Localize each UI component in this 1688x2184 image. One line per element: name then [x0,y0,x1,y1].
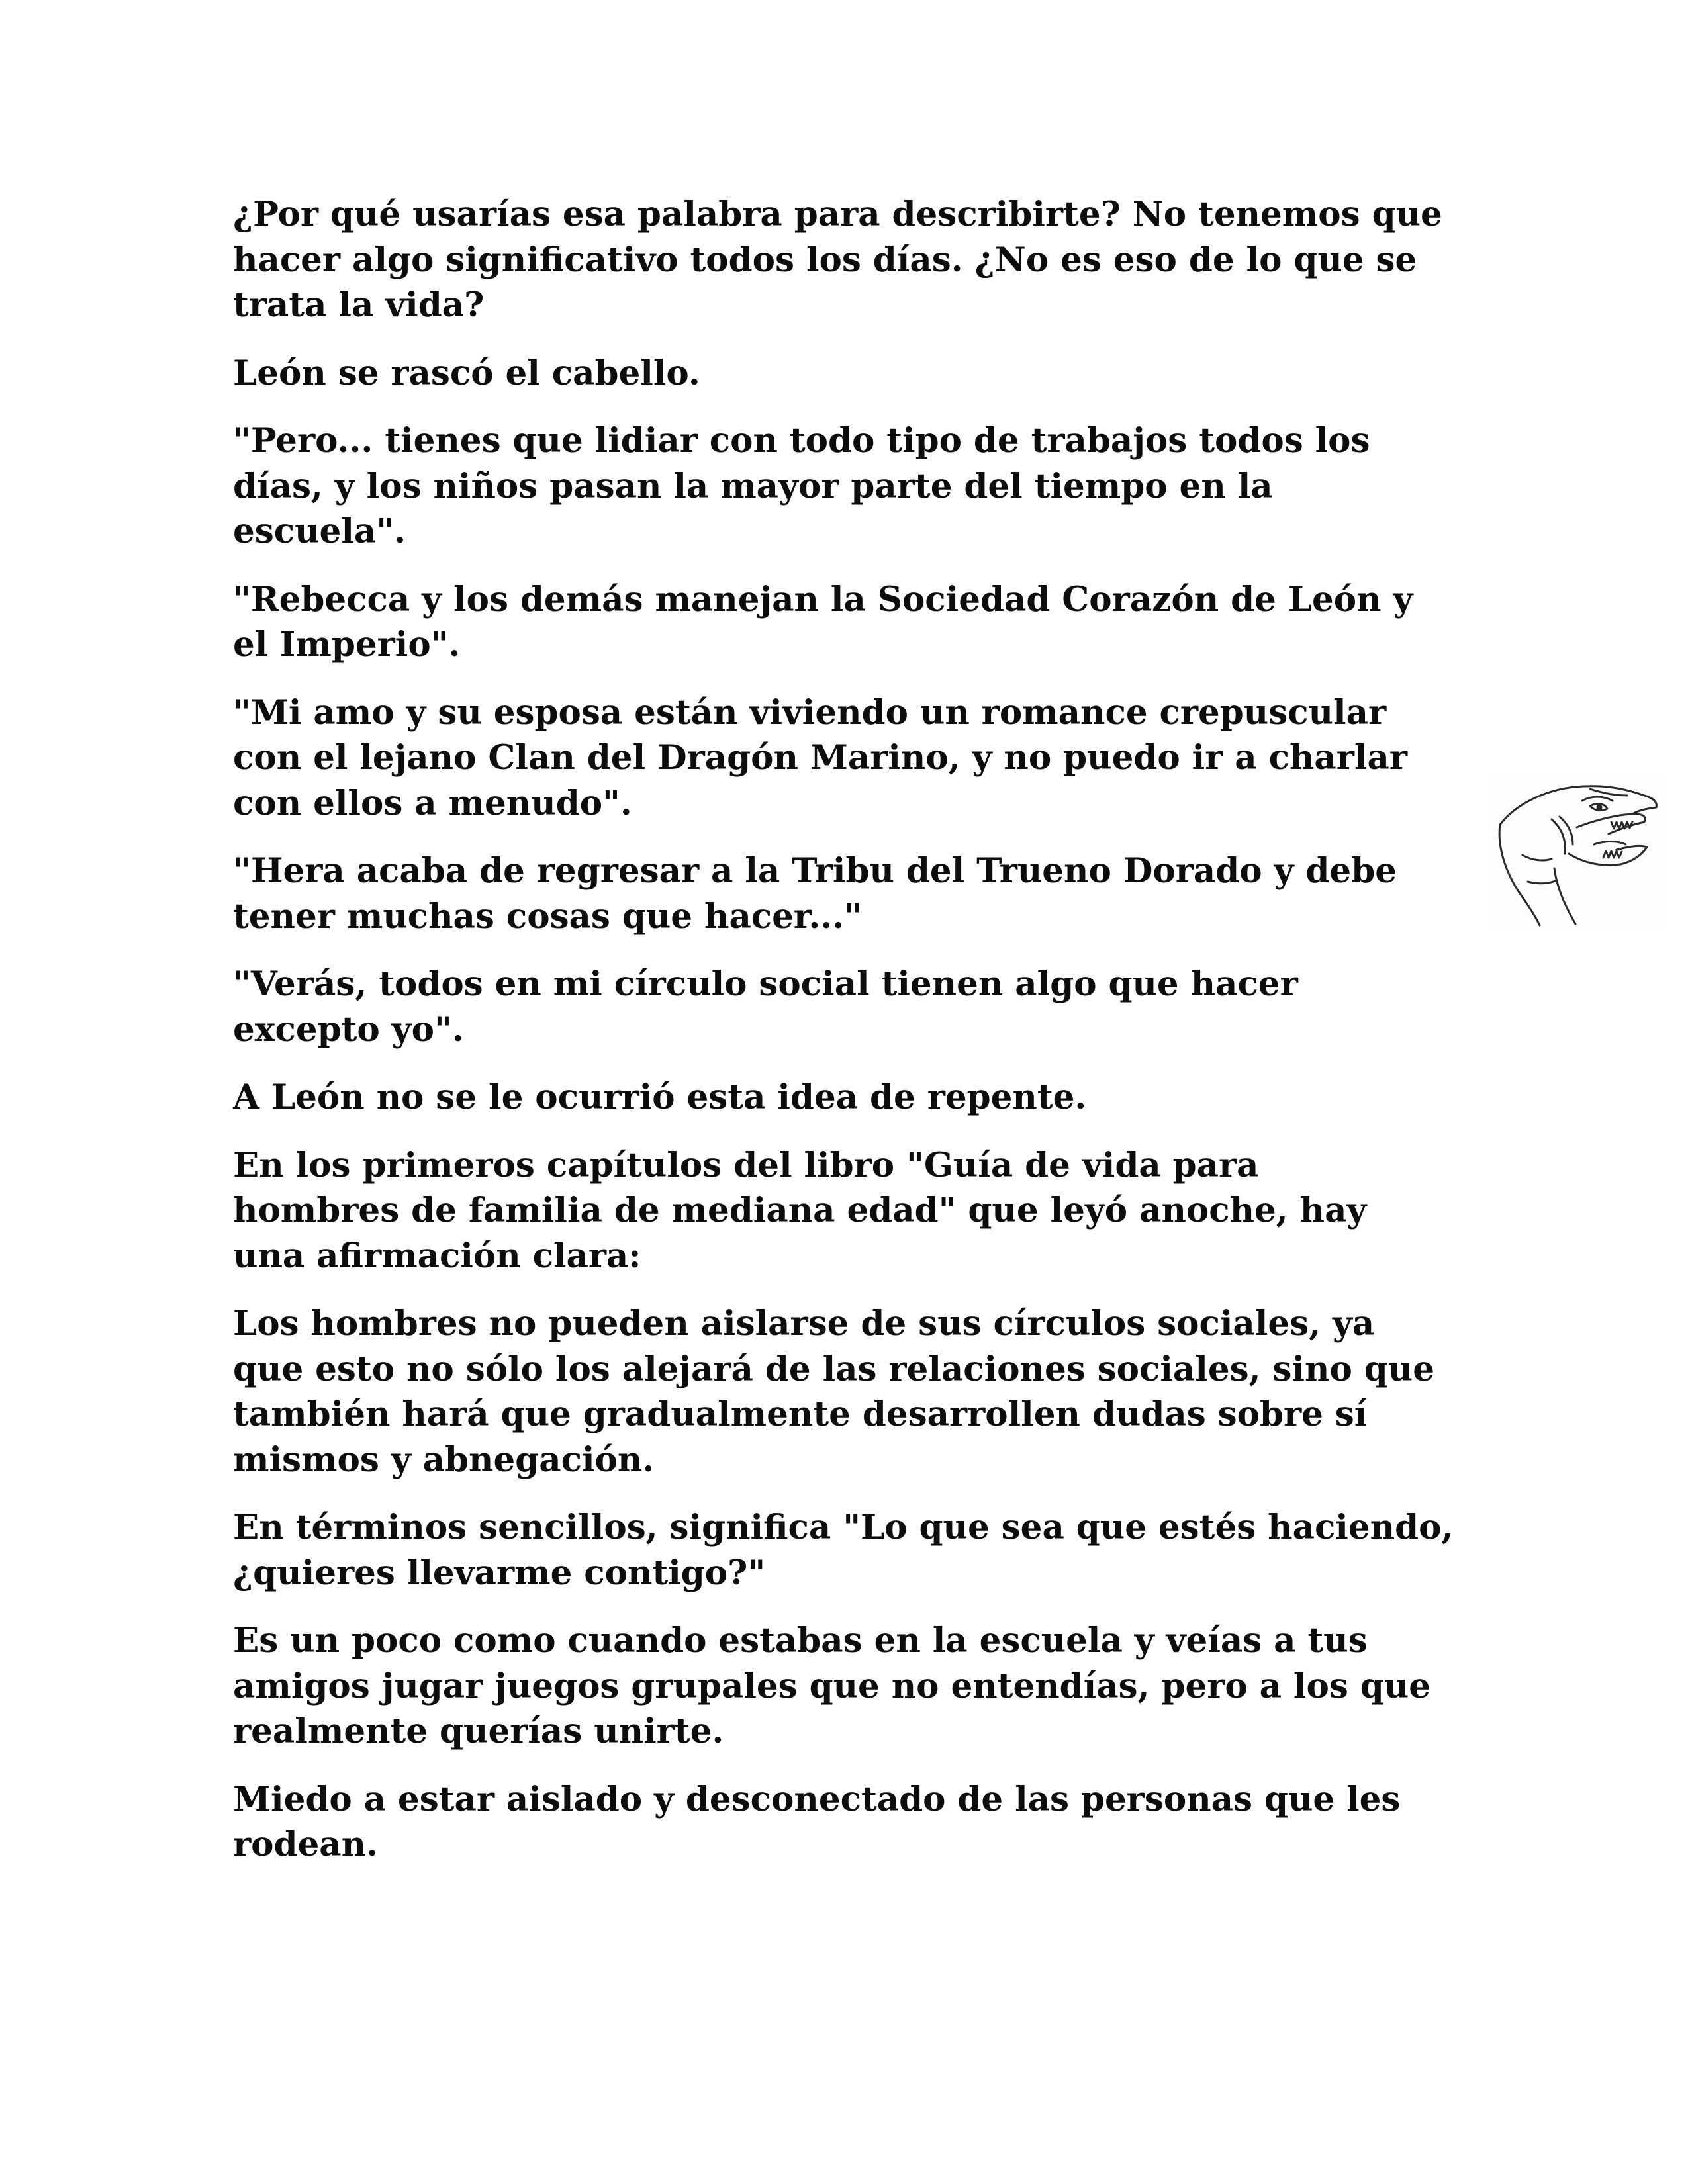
paragraph-1: ¿Por qué usarías esa palabra para describirte? No tenemos que hacer algo significativo todos los días. ¿No es eso de lo que se trata la vida? [233,195,1442,325]
paragraph-7: "Verás, todos en mi círculo social tienen algo que hacer excepto yo". [233,964,1298,1050]
paragraph-4: "Rebecca y los demás manejan la Sociedad Corazón de León y el Imperio". [233,579,1413,664]
paragraph-8: A León no se le ocurrió esta idea de repente. [233,1077,1087,1117]
paragraph-10: Los hombres no pueden aislarse de sus círculos sociales, ya que esto no sólo los alejará de las relaciones sociales, sino que también hará que gradualmente desarrollen dudas sobre sí mismos y abnegación. [233,1304,1434,1480]
paragraph-5: "Mi amo y su esposa están viviendo un romance crepuscular con el lejano Clan del Dragón Marino, y no puedo ir a charlar con ellos a menudo". [233,692,1407,823]
paragraph-9: En los primeros capítulos del libro "Guía de vida para hombres de familia de mediana edad" que leyó anoche, hay una afirmación clara: [233,1145,1367,1276]
paragraph-13: Miedo a estar aislado y desconectado de las personas que les rodean. [233,1779,1401,1864]
paragraph-6: "Hera acaba de regresar a la Tribu del Trueno Dorado y debe tener muchas cosas que hacer..." [233,851,1397,936]
body-text [233,192,1477,1890]
dinosaur-head-sketch-icon [1491,776,1664,929]
paragraph-12: Es un poco como cuando estabas en la escuela y veías a tus amigos jugar juegos grupales que no entendías, pero a los que realmente querías unirte. [233,1621,1430,1751]
paragraph-2: León se rascó el cabello. [233,353,700,393]
paragraph-3: "Pero... tienes que lidiar con todo tipo de trabajos todos los días, y los niños pasan la mayor parte del tiempo en la escuela". [233,421,1370,551]
paragraph-11: En términos sencillos, significa "Lo que sea que estés haciendo, ¿quieres llevarme contigo?" [233,1508,1454,1593]
